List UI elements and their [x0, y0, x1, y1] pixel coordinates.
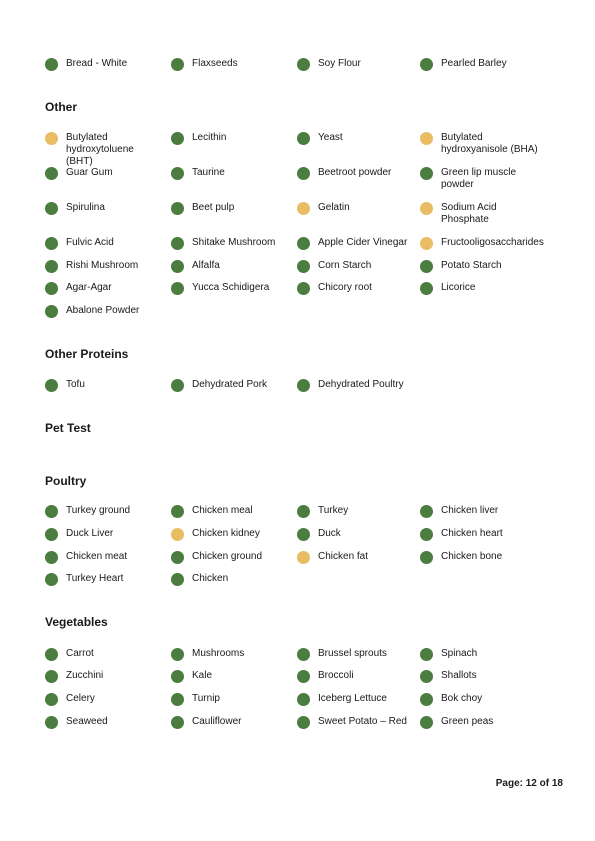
list-item — [45, 202, 163, 215]
item-label: Guar Gum — [66, 167, 113, 178]
item-label: Dehydrated Pork — [192, 379, 268, 390]
list-item — [297, 505, 415, 518]
item-label: Chicken meat — [66, 551, 128, 562]
list-item — [45, 528, 163, 541]
page-number: Page: 12 of 18 — [495, 778, 563, 789]
item-label: Cauliflower — [192, 716, 242, 727]
item-label: Bok choy — [441, 693, 483, 704]
list-item — [297, 648, 415, 661]
list-item — [45, 237, 163, 250]
item-label: Abalone Powder — [66, 305, 140, 316]
status-dot — [45, 237, 58, 250]
status-dot — [297, 132, 310, 145]
section-title-other-proteins: Other Proteins — [45, 347, 129, 361]
list-item — [171, 716, 289, 729]
list-item — [171, 260, 289, 273]
status-dot — [297, 670, 310, 683]
item-label: Chicken bone — [441, 551, 503, 562]
item-label: Potato Starch — [441, 260, 502, 271]
item-label: Duck — [318, 528, 341, 539]
list-item — [297, 167, 415, 180]
status-dot — [420, 58, 433, 71]
item-label: Mushrooms — [192, 648, 245, 659]
list-item — [45, 693, 163, 706]
item-label: Tofu — [66, 379, 85, 390]
status-dot — [45, 282, 58, 295]
list-item — [420, 202, 538, 226]
status-dot — [297, 260, 310, 273]
list-item — [420, 670, 538, 683]
list-item — [171, 551, 289, 564]
item-label: Licorice — [441, 282, 476, 293]
item-label: Sweet Potato – Red — [318, 716, 407, 727]
status-dot — [45, 305, 58, 318]
list-item — [171, 132, 289, 145]
item-label: Beetroot powder — [318, 167, 392, 178]
status-dot — [297, 202, 310, 215]
status-dot — [45, 58, 58, 71]
list-item — [297, 58, 415, 71]
list-item — [171, 282, 289, 295]
item-label: Yucca Schidigera — [192, 282, 270, 293]
status-dot — [171, 716, 184, 729]
status-dot — [297, 379, 310, 392]
item-label: Green peas — [441, 716, 494, 727]
list-item — [297, 716, 415, 729]
list-item — [45, 648, 163, 661]
list-item — [45, 167, 163, 180]
list-item — [297, 551, 415, 564]
section-title-vegetables: Vegetables — [45, 615, 108, 629]
list-item — [297, 237, 415, 250]
status-dot — [171, 693, 184, 706]
status-dot — [171, 573, 184, 586]
item-label: Soy Flour — [318, 58, 361, 69]
item-label: Broccoli — [318, 670, 354, 681]
list-item — [297, 132, 415, 145]
status-dot — [420, 260, 433, 273]
list-item — [45, 58, 163, 71]
status-dot — [420, 132, 433, 145]
list-item — [45, 670, 163, 683]
list-item — [420, 237, 570, 250]
status-dot — [45, 573, 58, 586]
item-label: Turkey ground — [66, 505, 131, 516]
item-label: Spinach — [441, 648, 478, 659]
status-dot — [171, 260, 184, 273]
item-label: Sodium Acid Phosphate — [441, 202, 497, 225]
list-item — [171, 379, 289, 392]
list-item — [420, 693, 538, 706]
list-item — [420, 648, 538, 661]
list-item — [297, 282, 415, 295]
status-dot — [171, 505, 184, 518]
list-item — [297, 528, 415, 541]
list-item — [45, 573, 163, 586]
item-label: Bread - White — [66, 58, 128, 69]
status-dot — [45, 528, 58, 541]
list-item — [171, 670, 289, 683]
list-item — [297, 670, 415, 683]
status-dot — [297, 58, 310, 71]
list-item — [420, 551, 538, 564]
list-item — [45, 716, 163, 729]
status-dot — [45, 379, 58, 392]
list-item — [297, 693, 415, 706]
status-dot — [297, 167, 310, 180]
status-dot — [297, 693, 310, 706]
status-dot — [171, 237, 184, 250]
section-title-pet-test: Pet Test — [45, 421, 91, 435]
item-label: Shallots — [441, 670, 477, 681]
item-label: Brussel sprouts — [318, 648, 387, 659]
list-item — [45, 305, 163, 318]
status-dot — [420, 648, 433, 661]
list-item — [171, 202, 289, 215]
list-item — [420, 505, 538, 518]
item-label: Lecithin — [192, 132, 227, 143]
item-label: Taurine — [192, 167, 225, 178]
item-label: Gelatin — [318, 202, 350, 213]
item-label: Chicken liver — [441, 505, 499, 516]
item-label: Shitake Mushroom — [192, 237, 276, 248]
item-label: Chicken meal — [192, 505, 253, 516]
status-dot — [171, 132, 184, 145]
list-item — [420, 716, 538, 729]
status-dot — [171, 202, 184, 215]
item-label: Chicken fat — [318, 551, 369, 562]
status-dot — [297, 528, 310, 541]
status-dot — [420, 505, 433, 518]
status-dot — [420, 551, 433, 564]
section-title-poultry: Poultry — [45, 474, 87, 488]
item-label: Corn Starch — [318, 260, 372, 271]
status-dot — [297, 648, 310, 661]
item-label: Iceberg Lettuce — [318, 693, 387, 704]
status-dot — [297, 716, 310, 729]
item-label: Yeast — [318, 132, 343, 143]
status-dot — [171, 379, 184, 392]
item-label: Dehydrated Poultry — [318, 379, 404, 390]
status-dot — [45, 693, 58, 706]
status-dot — [171, 58, 184, 71]
status-dot — [171, 528, 184, 541]
item-label: Seaweed — [66, 716, 108, 727]
item-label: Chicken ground — [192, 551, 263, 562]
item-label: Beet pulp — [192, 202, 235, 213]
list-item — [45, 551, 163, 564]
status-dot — [420, 670, 433, 683]
status-dot — [297, 505, 310, 518]
item-label: Spirulina — [66, 202, 105, 213]
list-item — [171, 648, 289, 661]
list-item — [420, 260, 538, 273]
item-label: Turkey — [318, 505, 349, 516]
status-dot — [45, 716, 58, 729]
list-item — [420, 58, 538, 71]
item-label: Butylated hydroxytoluene (BHT) — [66, 132, 134, 167]
status-dot — [297, 551, 310, 564]
list-item — [171, 237, 289, 250]
list-item — [420, 167, 538, 191]
item-label: Celery — [66, 693, 95, 704]
list-item — [171, 505, 289, 518]
item-label: Agar-Agar — [66, 282, 112, 293]
list-item — [420, 528, 538, 541]
status-dot — [45, 505, 58, 518]
item-label: Chicken — [192, 573, 229, 584]
list-item — [171, 693, 289, 706]
item-label: Carrot — [66, 648, 94, 659]
item-label: Chicken heart — [441, 528, 503, 539]
status-dot — [420, 202, 433, 215]
status-dot — [45, 167, 58, 180]
item-label: Fructooligosaccharides — [441, 237, 544, 248]
status-dot — [45, 648, 58, 661]
list-item — [45, 505, 163, 518]
item-label: Alfalfa — [192, 260, 220, 271]
list-item — [297, 260, 415, 273]
item-label: Pearled Barley — [441, 58, 507, 69]
status-dot — [420, 167, 433, 180]
list-item — [171, 58, 289, 71]
item-label: Rishi Mushroom — [66, 260, 139, 271]
status-dot — [420, 282, 433, 295]
item-label: Kale — [192, 670, 213, 681]
item-label: Turnip — [192, 693, 220, 704]
list-item — [45, 282, 163, 295]
item-label: Fulvic Acid — [66, 237, 114, 248]
item-label: Duck Liver — [66, 528, 114, 539]
section-title-other: Other — [45, 100, 78, 114]
status-dot — [297, 282, 310, 295]
item-label: Turkey Heart — [66, 573, 124, 584]
status-dot — [171, 670, 184, 683]
status-dot — [171, 551, 184, 564]
item-label: Chicken kidney — [192, 528, 260, 539]
list-item — [171, 167, 289, 180]
status-dot — [420, 237, 433, 250]
list-item — [45, 132, 163, 168]
list-item — [297, 202, 415, 215]
status-dot — [45, 132, 58, 145]
list-item — [297, 379, 415, 392]
item-label: Zucchini — [66, 670, 104, 681]
status-dot — [171, 648, 184, 661]
status-dot — [45, 670, 58, 683]
item-label: Flaxseeds — [192, 58, 238, 69]
status-dot — [297, 237, 310, 250]
item-label: Green lip muscle powder — [441, 167, 517, 190]
status-dot — [420, 693, 433, 706]
status-dot — [420, 716, 433, 729]
list-item — [420, 132, 538, 156]
status-dot — [420, 528, 433, 541]
list-item — [171, 528, 289, 541]
list-item — [45, 260, 163, 273]
list-item — [420, 282, 538, 295]
list-item — [171, 573, 289, 586]
list-item — [45, 379, 163, 392]
item-label: Butylated hydroxyanisole (BHA) — [441, 132, 538, 155]
status-dot — [45, 202, 58, 215]
item-label: Apple Cider Vinegar — [318, 237, 408, 248]
status-dot — [171, 167, 184, 180]
status-dot — [45, 260, 58, 273]
item-label: Chicory root — [318, 282, 372, 293]
status-dot — [171, 282, 184, 295]
status-dot — [45, 551, 58, 564]
